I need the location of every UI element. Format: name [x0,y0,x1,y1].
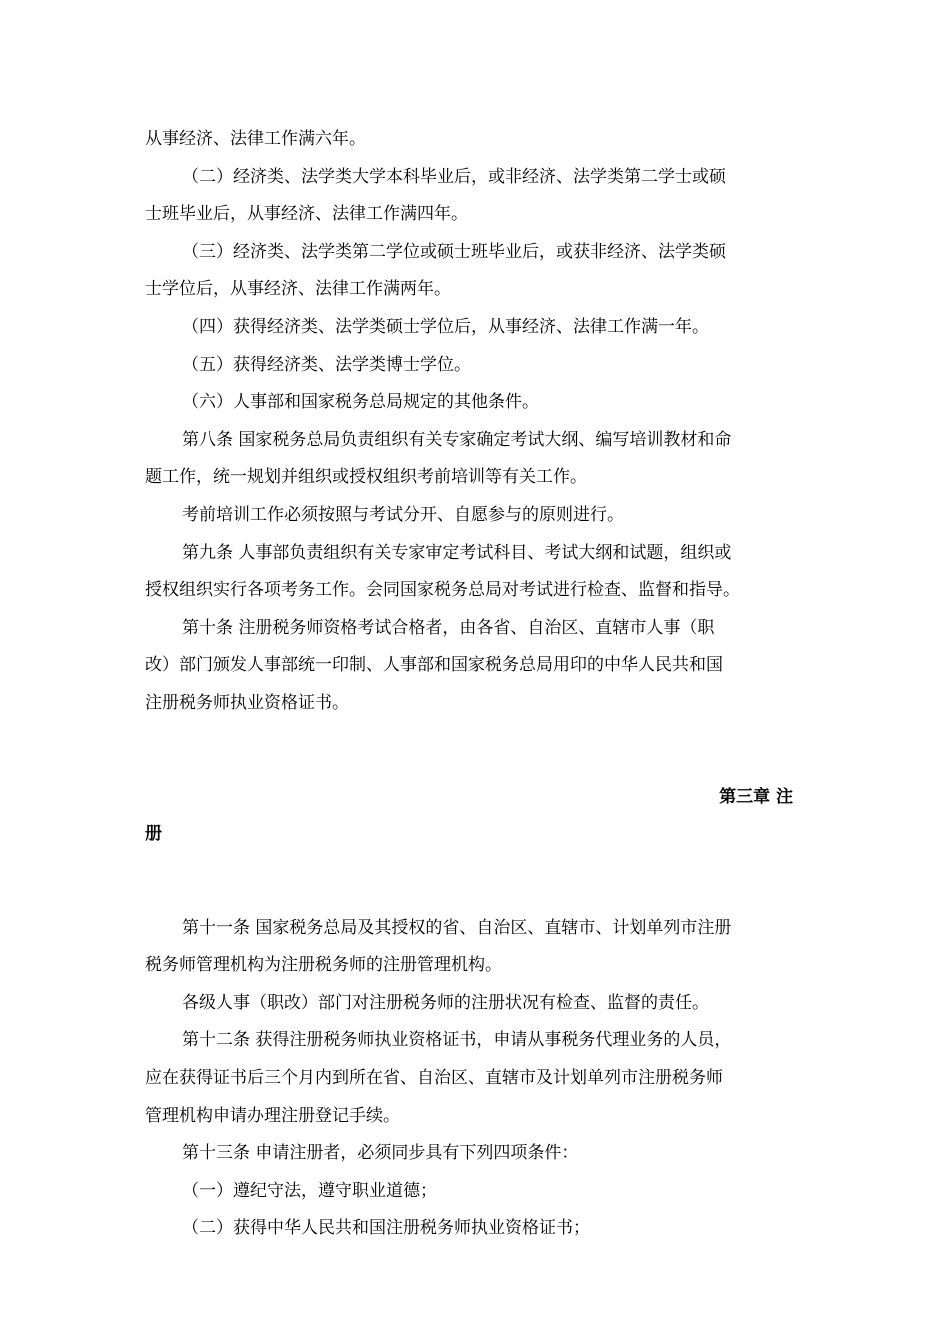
text-line: （四）获得经济类、法学类硕士学位后，从事经济、法律工作满一年。 [182,316,709,337]
text-line: （二）经济类、法学类大学本科毕业后，或非经济、法学类第二学士或硕 [182,166,726,187]
text-line: 第十条 注册税务师资格考试合格者，由各省、自治区、直辖市人事（职 [182,617,715,638]
text-line: 从事经济、法律工作满六年。 [145,129,366,149]
text-line: 第十二条 获得注册税务师执业资格证书，申请从事税务代理业务的人员， [182,1030,732,1051]
text-line: 第十一条 国家税务总局及其授权的省、自治区、直辖市、计划单列市注册 [182,917,732,938]
text-line: （六）人事部和国家税务总局规定的其他条件。 [182,392,539,413]
text-line: 授权组织实行各项考务工作。会同国家税务总局对考试进行检查、监督和指导。 [145,580,740,601]
chapter-heading-part2: 册 [145,824,162,845]
text-line: 税务师管理机构为注册税务师的注册管理机构。 [145,955,502,976]
text-line: 士班毕业后，从事经济、法律工作满四年。 [145,204,468,225]
text-line: 第十三条 申请注册者，必须同步具有下列四项条件： [182,1143,579,1164]
chapter-heading-part1: 第三章 注 [719,786,793,807]
text-line: 各级人事（职改）部门对注册税务师的注册状况有检查、监督的责任。 [182,992,709,1013]
text-line: （三）经济类、法学类第二学位或硕士班毕业后，或获非经济、法学类硕 [182,241,726,262]
text-line: 管理机构申请办理注册登记手续。 [145,1105,400,1126]
text-line: （二）获得中华人民共和国注册税务师执业资格证书； [182,1218,590,1239]
text-line: 士学位后，从事经济、法律工作满两年。 [145,279,451,300]
text-line: 注册税务师执业资格证书。 [145,692,349,713]
text-line: 第九条 人事部负责组织有关专家审定考试科目、考试大纲和试题，组织或 [182,542,732,563]
text-line: 第八条 国家税务总局负责组织有关专家确定考试大纲、编写培训教材和命 [182,429,732,450]
text-line: 应在获得证书后三个月内到所在省、自治区、直辖市及计划单列市注册税务师 [145,1068,723,1089]
text-line: 考前培训工作必须按照与考试分开、自愿参与的原则进行。 [182,504,624,525]
document-body [145,121,805,1248]
text-line: 改）部门颁发人事部统一印制、人事部和国家税务总局用印的中华人民共和国 [145,655,723,676]
text-line: 题工作，统一规划并组织或授权组织考前培训等有关工作。 [145,467,587,488]
text-line: （五）获得经济类、法学类博士学位。 [182,354,471,375]
text-line: （一）遵纪守法，遵守职业道德； [182,1180,437,1201]
